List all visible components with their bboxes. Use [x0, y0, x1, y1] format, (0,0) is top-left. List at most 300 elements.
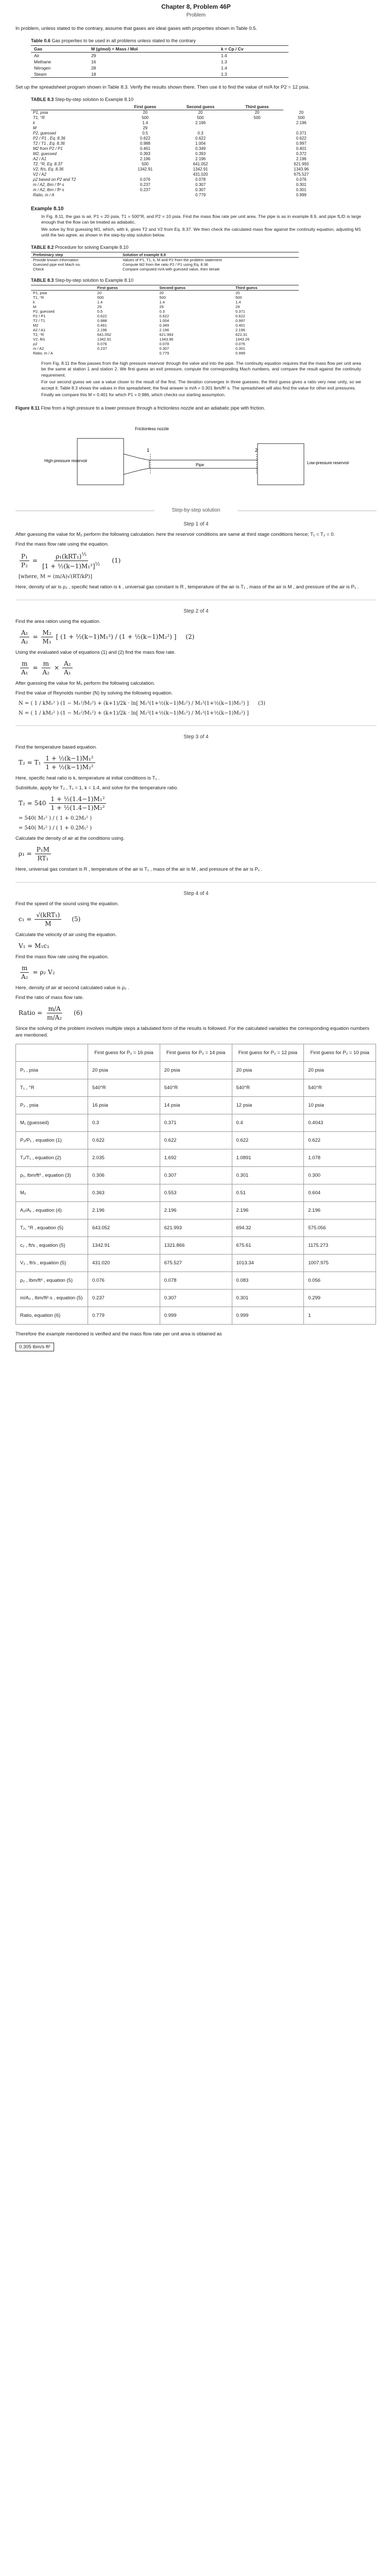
- results-table-row: [16, 1166, 376, 1184]
- calc-table-cell: V2 / A2: [33, 172, 46, 177]
- mini1-caption: [31, 245, 377, 250]
- calc-table-row: [31, 141, 319, 146]
- calc-table-row: [31, 126, 319, 131]
- step-3-text: Here, universal gas constant is R , temperature of the air is T₁ , mass of the air is M , and pressure of the air is P₁ .: [15, 866, 263, 872]
- calc-table-cell: 0.349: [195, 146, 206, 151]
- solution-table-row: [31, 304, 299, 309]
- calc-table-cell: [121, 193, 170, 198]
- calc-table-cell: m / A2, lbm / ft²·s: [33, 188, 64, 192]
- solution-table-cell: M: [33, 304, 37, 309]
- step-3-text: Here, specific heat ratio is k, temperature at initial conditions is T₁ .: [15, 775, 160, 781]
- results-table-header: [16, 1044, 88, 1061]
- step-1-heading: Step 1 of 4: [183, 521, 209, 527]
- solution-table-cell: k: [33, 299, 35, 304]
- results-table-cell: 0.076: [88, 1272, 160, 1289]
- calc-table-cell: M2 from P2 / P1: [33, 146, 63, 151]
- results-table-cell: 540°R: [160, 1079, 232, 1096]
- results-table-cell: 0.999: [232, 1307, 304, 1324]
- equation-density: ρ₁ = $\frac{\text{P₁M}}{\text{RT₁}}$: [19, 846, 377, 862]
- solution-table-cell: 1343.26: [235, 336, 250, 342]
- mini1-caption-text: Procedure for solving Example 8.10: [55, 244, 129, 250]
- calc-table-row: [31, 131, 319, 136]
- step-1-text: After guessing the value for M₂ perform the following calculation. here the reservoir conditions are same at third stage conditions hence; T₁ = T₂ = 0.: [15, 531, 335, 537]
- results-table-cell: 0.371: [160, 1114, 232, 1131]
- calc-table-cell: 0.622: [296, 136, 306, 141]
- solution-table-cell: 29: [97, 304, 102, 309]
- calc-table-row: [31, 151, 319, 157]
- results-table-cell: T₁ , °R: [16, 1079, 88, 1096]
- results-table-cell: P₂/P₁ , equation (1): [16, 1131, 88, 1149]
- solution-table-cell: 0.988: [97, 318, 107, 323]
- solution-table-row: [31, 295, 299, 300]
- calc-table-cell: 431.020: [193, 172, 208, 177]
- equation-3a: N = ( 1 / kM₁² ) (1 − M₁²/M₂²) + (k+1)/2k · ln[ M₁²(1+½(k−1)M₂²) / M₂²(1+½(k−1)M₁²) ] (3): [19, 700, 266, 706]
- results-table-cell: 0.237: [88, 1289, 160, 1307]
- equation-mass-flow: $\frac{m}{\text{A₁}}$ = $\frac{m}{\text{A₂}}$ × $\frac{\text{A₂}}{\text{A₁}}$: [19, 660, 377, 676]
- step-1-text: Find the mass flow rate using the equation.: [15, 541, 109, 547]
- solution-table-cell: 0.307: [159, 346, 169, 351]
- equation-temperature-sub2: = 540( M₁² ) / ( 1 + 0.2M₂² ): [19, 815, 92, 821]
- calc-table-header: Second guess: [170, 104, 231, 110]
- solution-table-cell: 0.461: [97, 323, 107, 328]
- solution-table-header: First guess: [95, 285, 158, 290]
- results-table-cell: 540°R: [232, 1079, 304, 1096]
- equation-velocity: V₁ = M₁c₁: [19, 942, 49, 950]
- solution-table-cell: 0.371: [235, 309, 245, 314]
- solution-table-cell: 29: [159, 304, 164, 309]
- results-table-cell: 0.3: [88, 1114, 160, 1131]
- calc-table-cell: 0.076: [296, 177, 306, 182]
- calc-table-cell: ρ2 based on P2 and T2: [33, 177, 76, 182]
- gas-table-header: M (g/mol) = Mass / Mol: [88, 46, 218, 53]
- results-table-cell: 2.196: [304, 1201, 376, 1219]
- calc-table-row: [31, 136, 319, 141]
- calc-table-cell: 1342.91: [138, 167, 153, 172]
- calc-table-cell: 0.393: [195, 151, 206, 156]
- step-rule: [15, 882, 377, 883]
- results-table-cell: 643.052: [88, 1219, 160, 1236]
- solution-table-cell: T2 / T1: [33, 318, 45, 323]
- solution-table-cell: 0.997: [235, 318, 245, 323]
- solution-table-row: [31, 351, 299, 355]
- equation-temperature-sub: T₂ = 540 $\frac{\text{1 + ½(1.4−1)M₁²}}{\text{1 + ½(1.4−1)M₂²}}$: [19, 795, 377, 811]
- equation-5-number: (5): [72, 916, 81, 923]
- calc-table-cell: 0.076: [140, 177, 150, 182]
- results-table-cell: 2.196: [88, 1201, 160, 1219]
- results-table-cell: m/A₂ , lbm/ft²·s , equation (5): [16, 1289, 88, 1307]
- gas-properties-table: [31, 45, 288, 78]
- calc-table-row: [31, 146, 319, 151]
- results-table-header: First guess for P₂ = 12 psia: [232, 1044, 304, 1061]
- calc-table-cell: M: [33, 126, 37, 130]
- procedure-table-row: [31, 262, 299, 267]
- solution-table-cell: 1.4: [235, 299, 241, 304]
- calc-table-cell: 2.196: [140, 157, 150, 161]
- results-table-row: [16, 1149, 376, 1166]
- solution-table-cell: 621.993: [159, 332, 174, 337]
- calc-table: [31, 104, 319, 198]
- procedure-table-row: [31, 267, 299, 272]
- final-answer-box: 0.305 lbm/s·ft²: [15, 1343, 54, 1351]
- gas-table-row: [31, 71, 288, 78]
- equation-sound-speed: c₁ = $\frac{\text{√(kRT₁)}}{M}$ (5): [19, 911, 81, 927]
- calc-table-cell: 0.372: [296, 151, 306, 156]
- results-table-cell: 540°R: [88, 1079, 160, 1096]
- solution-table-header: Third guess: [233, 285, 299, 290]
- solution-table-cell: 641.052: [97, 332, 111, 337]
- results-table-cell: 0.622: [232, 1131, 304, 1149]
- solution-table-cell: 0.076: [235, 341, 245, 346]
- nozzle-label: Frictionless nozzle: [135, 426, 169, 431]
- gas-table-caption: [31, 38, 377, 43]
- final-text: Therefore the example mentioned is verified and the mass flow rate per unit area is obtained as: [15, 1331, 222, 1337]
- figure-caption-label: Figure 8.11: [15, 405, 40, 411]
- calc-table-cell: 29: [143, 126, 148, 130]
- calc-table-cell: 641.052: [193, 162, 208, 166]
- results-table-cell: 1175.273: [304, 1236, 376, 1254]
- solution-table-cell: 0.078: [159, 341, 169, 346]
- gas-table-cell: 18: [88, 71, 218, 78]
- calc-table-row: [31, 172, 319, 177]
- solution-table-cell: [95, 351, 158, 355]
- results-table-cell: 20 psia: [232, 1061, 304, 1079]
- calc-table-cell: 621.993: [294, 162, 309, 166]
- results-table-row: [16, 1236, 376, 1254]
- example-title: Example 8.10: [31, 206, 64, 212]
- calc-table-cell: [231, 167, 283, 172]
- results-table-cell: 0.622: [88, 1131, 160, 1149]
- step-3-heading: Step 3 of 4: [183, 734, 209, 740]
- gas-table-cell: Methane: [34, 59, 52, 64]
- gas-table-cell: Steam: [31, 71, 88, 78]
- results-table-cell: 1007.975: [304, 1254, 376, 1272]
- calc-table-cell: k: [33, 121, 35, 125]
- example-text: In Fig. 8.11, the gas is air, P1 = 20 psia, T1 = 500°R, and P2 = 10 psia. Find the mass flow rate per unit area. The pipe is as in example 8.9, and pipe fL/D is large enough that the flow can be treated as adiabatic.: [41, 213, 361, 225]
- step-4-text: Since the solving of the problem involves multiple steps a tabulated form of the results is followed. For the calculated variables the corresponding equation numbers are mentioned.: [15, 1025, 370, 1038]
- calc-table-cell: [231, 146, 283, 151]
- calc-table-cell: [231, 131, 283, 136]
- results-table-cell: 0.999: [160, 1307, 232, 1324]
- results-table-row: [16, 1272, 376, 1289]
- calc-table-cell: 0.393: [140, 151, 150, 156]
- step-4-text: Calculate the velocity of air using the equation.: [15, 931, 117, 938]
- results-table-cell: 0.056: [304, 1272, 376, 1289]
- station-1-label: 1: [147, 447, 150, 453]
- solution-table-cell: 1.4: [97, 299, 103, 304]
- pipe-label: Pipe: [196, 462, 204, 467]
- results-table-cell: 540°R: [304, 1079, 376, 1096]
- step-1-text: Here, density of air is ρ₂ , specific heat ration is k , universal gas constant is R , temperature of the air is T₁ , mass of the air is M , and pressure of the air is P₁ .: [15, 584, 359, 590]
- gas-table-header: k = Cp / Cv: [218, 46, 288, 53]
- calc-table-cell: [231, 136, 283, 141]
- calc-table-cell: 0.622: [140, 136, 150, 141]
- calc-table-cell: [231, 162, 283, 167]
- example-text: From Fig. 8.11 the flow passes from the high pressure reservoir through the valve and into the pipe. The continuity equation requires that the mass flow per unit area be the same at station 1 and station 2. We first guess an exit pressure, compute the corresponding Mach numbers, and compare the result against the continuity requirement.: [41, 360, 361, 378]
- results-table-cell: A₂/A₁ , equation (4): [16, 1201, 88, 1219]
- figure-caption: [15, 405, 377, 411]
- gas-table-header: Gas: [31, 46, 88, 53]
- gas-table-cell: 1.3: [220, 59, 227, 64]
- results-table-cell: 0.300: [304, 1166, 376, 1184]
- calc-table-header: First guess: [121, 104, 170, 110]
- calc-table-cell: 20: [143, 110, 148, 115]
- calc-table-cell: [231, 151, 283, 157]
- gas-table-row: [31, 59, 288, 65]
- solution-table-cell: 1.004: [159, 318, 169, 323]
- calc-table-cell: A2 / A1: [33, 157, 46, 161]
- calc-table-row: [31, 110, 319, 115]
- procedure-table-cell: Compare computed m/A with guessed value, then iterate: [123, 266, 220, 272]
- solution-table-cell: P1, psia: [33, 290, 47, 295]
- solution-table-cell: m / A2: [33, 346, 44, 351]
- gas-table-cell: 1.4: [220, 65, 227, 71]
- solution-table-cell: 1343.96: [159, 336, 174, 342]
- step-2-heading: Step 2 of 4: [183, 608, 209, 614]
- calc-table-cell: 1.4: [142, 121, 148, 125]
- calc-table-cell: 0.301: [296, 188, 306, 192]
- chapter-title: Chapter 8, Problem 46P: [161, 3, 231, 10]
- step-3-text: Calculate the density of air at the conditions using.: [15, 835, 125, 841]
- equation-2-number: (2): [185, 633, 195, 640]
- calc-table-cell: [231, 157, 283, 162]
- results-table-cell: 0.078: [160, 1272, 232, 1289]
- step-4-text: Find the mass flow rate using the equation.: [15, 954, 109, 960]
- results-table-row: [16, 1131, 376, 1149]
- solution-table-cell: 0.237: [97, 346, 107, 351]
- calc-table-cell: 2.196: [296, 157, 306, 161]
- calc-table-header: [31, 104, 121, 110]
- gas-table-caption-text: Gas properties to be used in all problems unless stated to the contrary: [52, 38, 196, 43]
- solution-table-row: [31, 309, 299, 314]
- equation-temperature: T₂ = T₁ $\frac{\text{1 + ½(k−1)M₁²}}{\text{1 + ½(k−1)M₂²}}$: [19, 755, 377, 771]
- solution-table: [31, 285, 299, 355]
- gas-table-cell: Nitrogen: [34, 65, 51, 71]
- solution-table-cell: 500: [159, 295, 166, 300]
- calc-table-cell: 500: [142, 162, 149, 166]
- results-table-cell: ρ₁, lbm/ft³ , equation (3): [16, 1166, 88, 1184]
- solution-table-row: [31, 342, 299, 346]
- calc-table-cell: 0.237: [140, 188, 150, 192]
- solution-table-cell: 2.196: [235, 327, 245, 332]
- mini2-caption-num: TABLE 8.3: [31, 277, 54, 283]
- solution-table-cell: ρ2: [33, 341, 38, 346]
- results-table-cell: 0.301: [232, 1289, 304, 1307]
- equation-3-number: (3): [258, 700, 266, 706]
- solution-table-cell: T1, °R: [33, 295, 44, 300]
- solution-table-row: [31, 300, 299, 304]
- results-table: [15, 1044, 376, 1325]
- procedure-table-cell: Provide known information: [33, 257, 79, 262]
- results-table-row: [16, 1254, 376, 1272]
- results-table-cell: 1321.866: [160, 1236, 232, 1254]
- results-table-cell: 0.622: [304, 1131, 376, 1149]
- mini2-caption: [31, 278, 377, 283]
- results-table-cell: 621.993: [160, 1219, 232, 1236]
- equation-ratio: Ratio = $\frac{m/A}{\text{m/A₂}}$ (6): [19, 1005, 83, 1021]
- results-table-row: [16, 1219, 376, 1236]
- calc-table-cell: P2, guessed: [33, 131, 56, 135]
- calc-table-row: [31, 157, 319, 162]
- solution-table-cell: Ratio, m / A: [33, 350, 53, 355]
- equation-1: $\frac{\text{P₁}}{\text{P₂}}$ = $\frac{\rho_1(kRT_1)^{\frac{1}{2}}}{[1 + \frac{1}{2}(k-1)M_1^2]^{\frac{1}{2}}}$ (1): [19, 552, 377, 570]
- calc-table-cell: [231, 182, 283, 188]
- calc-table-cell: 0.461: [140, 146, 150, 151]
- results-table-cell: Ratio, equation (6): [16, 1307, 88, 1324]
- results-table-cell: 10 psia: [304, 1096, 376, 1114]
- calc-table-cell: m / A2, lbm / ft²·s: [33, 182, 64, 187]
- calc-table-cell: [231, 177, 283, 182]
- solution-table-cell: V2, ft/s: [33, 336, 45, 342]
- results-table-cell: 694.32: [232, 1219, 304, 1236]
- calc-table-cell: 20: [299, 110, 304, 115]
- calc-table-cell: 20: [254, 110, 260, 115]
- procedure-table-header: Solution of example 8.9: [121, 252, 299, 257]
- equation-1-number: (1): [112, 557, 121, 564]
- results-table-cell: 675.61: [232, 1236, 304, 1254]
- step-4-text: Find the speed of the sound using the equation.: [15, 901, 119, 907]
- results-table-cell: 16 psia: [88, 1096, 160, 1114]
- solution-table-cell: 0.301: [235, 346, 245, 351]
- solution-table-cell: 0.076: [97, 341, 107, 346]
- results-table-cell: 0.363: [88, 1184, 160, 1201]
- step-rule: [15, 725, 377, 726]
- results-table-cell: 1.078: [304, 1149, 376, 1166]
- gas-table-cell: Air: [34, 53, 40, 58]
- procedure-table-cell: Values of P1, T1, k, M and P2 from the problem statement: [123, 257, 222, 262]
- solution-table-cell: 29: [235, 304, 240, 309]
- equation-1-note: [19, 574, 377, 580]
- calc-table-row: [31, 182, 319, 188]
- results-table-row: [16, 1079, 376, 1096]
- results-table-cell: 1013.34: [232, 1254, 304, 1272]
- calc-table-cell: 0.779: [195, 193, 206, 197]
- solution-table-row: [31, 337, 299, 342]
- calc-table-cell: 0.622: [195, 136, 206, 141]
- results-table-cell: M₁ (guessed): [16, 1114, 88, 1131]
- solution-table-cell: 0.3: [159, 309, 165, 314]
- results-table-cell: 0.299: [304, 1289, 376, 1307]
- solution-table-cell: 2.196: [159, 327, 169, 332]
- calc-table-cell: 500: [197, 115, 204, 120]
- calc-table-row: [31, 177, 319, 182]
- gas-table-cell: 1.4: [220, 53, 227, 58]
- calc-table-cell: P1, psia: [33, 110, 48, 115]
- results-table-cell: P₂ , psia: [16, 1096, 88, 1114]
- solution-table-cell: 500: [235, 295, 242, 300]
- calc-table-cell: Ratio, m / A: [33, 193, 55, 197]
- solution-table-cell: 1.4: [159, 299, 165, 304]
- calc-table-cell: 500: [142, 115, 149, 120]
- calc-table-row: [31, 193, 319, 198]
- problem-intro: In problem, unless stated to the contrary, assume that gases are ideal gases with properties shown in Table 0.5.: [15, 26, 258, 31]
- results-table-cell: ρ₂ , lbm/ft³ , equation (5): [16, 1272, 88, 1289]
- step-2-text: Find the value of Reynolds number (N) by solving the following equation.: [15, 690, 173, 696]
- calc-table-cell: T1, °R: [33, 115, 45, 120]
- results-table-cell: 2.035: [88, 1149, 160, 1166]
- solution-table-cell: 20: [235, 290, 240, 295]
- calc-table-cell: 0.5: [142, 131, 148, 135]
- results-table-cell: M₂: [16, 1184, 88, 1201]
- solution-table-cell: 2.196: [97, 327, 107, 332]
- calc-table-cell: 500: [253, 115, 261, 120]
- example-text: Finally we compare this M = 0.401 for which P1 = 0.986, which checks our starting assumption.: [41, 392, 226, 397]
- station-2-label: 2: [255, 447, 258, 453]
- equation-6-number: (6): [74, 1009, 83, 1016]
- calc-table-row: [31, 188, 319, 193]
- calc-table-cell: 0.401: [296, 146, 306, 151]
- results-table-cell: 0.4: [232, 1114, 304, 1131]
- results-table-cell: T₂/T₁ , equation (2): [16, 1149, 88, 1166]
- calc-table-cell: 0.307: [195, 188, 206, 192]
- results-table-cell: 0.779: [88, 1307, 160, 1324]
- solution-table-cell: 20: [97, 290, 102, 295]
- results-table-cell: 0.306: [88, 1166, 160, 1184]
- calc-table-cell: [231, 188, 283, 193]
- calc-table-row: [31, 167, 319, 172]
- calc-table-cell: 500: [298, 115, 305, 120]
- solution-table-row: [31, 314, 299, 318]
- solution-table-cell: 0.401: [235, 323, 245, 328]
- example-text: We solve by first guessing M1, which, with k, gives T2 and V2 from Eq. 8.37. We then check the calculated mass flow against the continuity equation, adjusting M1 until the two agree, as shown in the step-by-step solution below.: [41, 226, 361, 238]
- calc-table-cell: T2, °R, Eq. 8.37: [33, 162, 63, 166]
- solution-table-cell: 0.779: [159, 350, 169, 355]
- solution-table-cell: 0.622: [97, 313, 107, 318]
- equation-3b: N = ( 1 / kM₂² ) (1 − M₂²/M₁²) + (k+1)/2k · ln[ M₂²(1+½(k−1)M₁²) / M₁²(1+½(k−1)M₂²) ]: [19, 710, 249, 716]
- solution-table-cell: 0.5: [97, 309, 103, 314]
- results-table-cell: 20 psia: [160, 1061, 232, 1079]
- calc-table-cell: [231, 121, 283, 126]
- calc-table-cell: [231, 193, 283, 198]
- results-table-cell: 1.692: [160, 1149, 232, 1166]
- solution-table-cell: 0.999: [235, 350, 245, 355]
- step-4-text: Find the ratio of mass flow rate.: [15, 994, 84, 1001]
- results-table-cell: 20 psia: [88, 1061, 160, 1079]
- results-table-cell: 675.527: [160, 1254, 232, 1272]
- calc-table-cell: M2, guessed: [33, 151, 57, 156]
- procedure-table-cell: Guessed pipe exit Mach no.: [33, 262, 81, 267]
- calc-table-cell: 0.997: [296, 141, 306, 146]
- gas-table-row: [31, 53, 288, 59]
- calc-table-cell: 0.078: [195, 177, 206, 182]
- calc-table-caption: [31, 97, 377, 102]
- equation-temperature-sub3: = 540( M₂² ) / ( 1 + 0.2M₁² ): [19, 825, 92, 831]
- results-table-cell: 20 psia: [304, 1061, 376, 1079]
- calc-table-cell: 1342.91: [193, 167, 208, 172]
- equation-2: $\frac{\text{A₁}}{\text{A₂}}$ = $\frac{\text{M₂}}{\text{M₁}}$ [ (1 + ½(k−1)M₁²) / (1 + ½(k−1)M₂²) ] (2): [19, 629, 377, 645]
- page: [0, 3, 392, 1351]
- calc-table-cell: [170, 126, 231, 131]
- results-table-header: First guess for P₂ = 10 psia: [304, 1044, 376, 1061]
- procedure-table: [31, 252, 299, 272]
- step-3-text: Find the temperature based equation.: [15, 744, 97, 750]
- calc-table-cell: [231, 172, 283, 177]
- results-table-cell: 2.196: [232, 1201, 304, 1219]
- solution-table-cell: 500: [97, 295, 104, 300]
- calc-table-cell: 0.307: [195, 182, 206, 187]
- results-table-cell: c₂ , ft/s , equation (5): [16, 1236, 88, 1254]
- calc-table-caption-num: TABLE 8.3: [31, 97, 54, 102]
- calc-table-cell: 2.196: [296, 121, 306, 125]
- step-2-text: Using the evaluated value of equations (1) and (2) find the mass flow rate.: [15, 649, 176, 655]
- solution-table-cell: 0.622: [235, 313, 245, 318]
- solution-divider: Step-by-step solution: [15, 507, 377, 513]
- step-4-heading: Step 4 of 4: [183, 890, 209, 896]
- nozzle-shape: [124, 454, 149, 474]
- flow-figure: [15, 418, 376, 495]
- results-table-row: [16, 1096, 376, 1114]
- low-pressure-reservoir-box: [258, 444, 304, 485]
- results-table-cell: 2.196: [160, 1201, 232, 1219]
